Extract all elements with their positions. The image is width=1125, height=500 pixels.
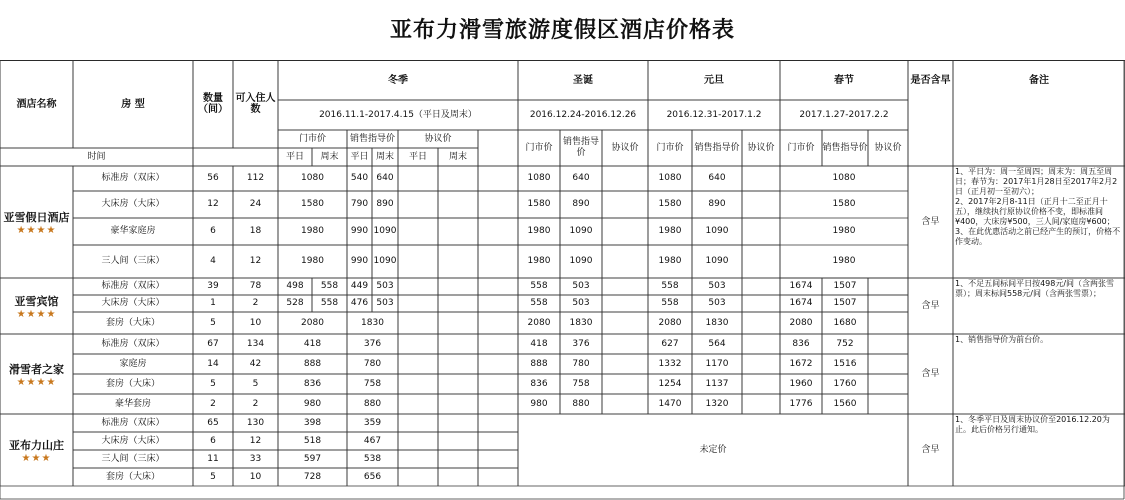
- spring-door: 1674: [789, 298, 813, 308]
- room-quantity: 6: [210, 226, 216, 236]
- room-type: 标准房（双床）: [101, 281, 165, 291]
- hotel-name: 亚雪宾馆: [14, 294, 59, 308]
- room-capacity: 130: [246, 417, 265, 428]
- spring-door: 1776: [789, 398, 813, 409]
- room-type: 标准房（双床）: [101, 173, 165, 183]
- star-rating-icon: ★★★★: [16, 308, 57, 320]
- new-year-dates: 2016.12.31-2017.1.2: [666, 109, 762, 120]
- new-year-sales: 503: [708, 298, 726, 308]
- room-type: 大床房（大床）: [101, 298, 165, 308]
- spring-price: 1980: [832, 256, 856, 266]
- room-quantity: 5: [210, 471, 216, 482]
- winter-sales-weekday: 476: [350, 298, 369, 308]
- winter-door-weekend: 558: [320, 298, 339, 308]
- christmas-door: 1080: [527, 173, 551, 183]
- room-quantity: 5: [210, 317, 216, 328]
- winter-door: 2080: [301, 317, 324, 328]
- header-capacity: 可入住人数: [235, 93, 276, 115]
- hotel-2: [0, 334, 73, 414]
- room-capacity: 78: [249, 281, 262, 291]
- winter-door-weekend: 558: [320, 281, 339, 291]
- spring-sales: 1560: [833, 398, 857, 409]
- new-year-door: 1254: [658, 378, 682, 389]
- room-capacity: 134: [246, 338, 265, 349]
- hotel-0: [0, 166, 73, 278]
- room-quantity: 39: [207, 281, 219, 291]
- christmas-door: 1580: [527, 199, 551, 209]
- new-year-door: 558: [661, 298, 679, 308]
- winter-sales: 376: [363, 338, 382, 349]
- spring-door: 1672: [789, 358, 813, 369]
- christmas-door: 558: [530, 281, 548, 291]
- spring-price: 1580: [832, 199, 856, 209]
- header-new-year: 元旦: [704, 74, 724, 86]
- remarks-cell: 1、冬季平日及周末协议价至2016.12.20为止。此后价格另行通知。: [955, 415, 1110, 434]
- room-type: 套房（大床）: [105, 317, 160, 328]
- christmas-door: 980: [530, 398, 548, 409]
- remarks-cell: 1、销售指导价为前台价。: [955, 335, 1049, 344]
- spring-sales: 1760: [833, 378, 857, 389]
- room-type: 大床房（大床）: [101, 435, 165, 446]
- christmas-door: 836: [530, 378, 548, 389]
- spring-sales: 1680: [833, 317, 857, 328]
- room-capacity: 18: [249, 226, 262, 236]
- new-year-door: 1332: [658, 358, 682, 369]
- winter-dates: 2016.11.1-2017.4.15（平日及周末）: [319, 109, 477, 120]
- hotel-3: [0, 414, 73, 486]
- winter-sales-weekday: 990: [350, 226, 369, 236]
- breakfast-cell: 含早: [921, 300, 940, 311]
- winter-sales-weekend: 1090: [373, 226, 397, 236]
- room-quantity: 14: [207, 358, 219, 369]
- header-hotel-name: 酒店名称: [16, 98, 57, 110]
- new-year-door: 1580: [658, 199, 682, 209]
- header-room-type: 房 型: [121, 98, 145, 110]
- room-quantity: 65: [207, 417, 219, 428]
- room-quantity: 5: [210, 378, 216, 389]
- new-year-door: 1980: [658, 256, 682, 266]
- christmas-sales: 758: [572, 378, 590, 389]
- new-year-sales: 1320: [705, 398, 729, 409]
- room-quantity: 11: [207, 453, 219, 464]
- christmas-sales: 503: [572, 298, 590, 308]
- christmas-sales: 1090: [569, 226, 593, 236]
- new-year-door: 2080: [658, 317, 682, 328]
- new-year-agreement-price-header: 协议价: [747, 142, 775, 153]
- star-rating-icon: ★★★★: [16, 376, 57, 388]
- christmas-sales: 890: [572, 199, 590, 209]
- winter-weekday-header: 平日: [285, 151, 304, 162]
- room-capacity: 10: [249, 471, 262, 482]
- christmas-sales: 780: [572, 358, 590, 369]
- spring-sales: 1516: [833, 358, 857, 369]
- new-year-sales: 1170: [705, 358, 729, 369]
- spring-sales: 1507: [833, 298, 857, 308]
- new-year-door: 1080: [658, 173, 682, 183]
- new-year-sales: 564: [708, 338, 726, 349]
- header-time: 时间: [87, 151, 106, 162]
- winter-door: 398: [303, 417, 322, 428]
- christmas-door: 2080: [527, 317, 551, 328]
- christmas-sales: 1830: [569, 317, 593, 328]
- room-type: 大床房（大床）: [101, 199, 165, 209]
- room-capacity: 42: [249, 358, 262, 369]
- winter-weekend-header: 周末: [448, 151, 467, 162]
- new-year-sales: 1090: [705, 226, 729, 236]
- winter-door: 597: [303, 453, 322, 464]
- hotel-name: 亚雪假日酒店: [3, 210, 70, 224]
- star-rating-icon: ★★★: [21, 452, 52, 464]
- new-year-sales: 1137: [705, 378, 729, 389]
- christmas-sales: 503: [572, 281, 590, 291]
- remarks-cell: 1、平日为：周一至周四；周末为：周五至周日；春节为：2017年1月28日至2017年2月2日（正月初一至初六）； 2、2017年2月8-11日（正月十二至正月十五），继续执行原协议价格不变，即标准间¥400，大床房¥500，三人间/家庭房¥600； 3、在此优惠活动之前已经产生的预订，价格不作变动。: [955, 167, 1121, 246]
- room-quantity: 6: [210, 435, 216, 446]
- new-year-sales: 890: [708, 199, 726, 209]
- winter-door: 980: [303, 398, 322, 409]
- christmas-door: 1980: [527, 226, 551, 236]
- spring-door: 1960: [789, 378, 813, 389]
- winter-agreement-price-header: 协议价: [424, 133, 452, 144]
- room-type: 套房（大床）: [105, 378, 160, 389]
- room-quantity: 12: [207, 199, 219, 209]
- room-quantity: 1: [210, 298, 216, 308]
- christmas-dates: 2016.12.24-2016.12.26: [529, 109, 637, 120]
- winter-door: 1980: [301, 256, 324, 266]
- room-capacity: 12: [249, 435, 262, 446]
- winter-sales: 758: [363, 378, 382, 389]
- header-remarks: 备注: [1029, 74, 1049, 86]
- room-capacity: 2: [252, 298, 259, 308]
- spring-price: 1980: [832, 226, 856, 236]
- winter-sales: 359: [363, 417, 382, 428]
- christmas-agreement-price-header: 协议价: [611, 142, 639, 153]
- header-christmas: 圣诞: [573, 74, 593, 86]
- room-type: 家庭房: [119, 358, 147, 369]
- breakfast-cell: 含早: [921, 368, 940, 379]
- winter-sales-price-header: 销售指导价: [349, 133, 395, 144]
- winter-sales: 656: [363, 471, 382, 482]
- room-capacity: 24: [249, 199, 262, 209]
- spring-door-price-header: 门市价: [787, 142, 815, 153]
- winter-door: 1580: [301, 199, 324, 209]
- winter-door: 518: [303, 435, 322, 446]
- page-title: 亚布力滑雪旅游度假区酒店价格表: [389, 17, 735, 43]
- christmas-sales: 1090: [569, 256, 593, 266]
- room-capacity: 12: [249, 256, 262, 266]
- christmas-sales: 376: [572, 338, 590, 349]
- winter-sales-weekend: 1090: [373, 256, 397, 266]
- christmas-door: 418: [530, 338, 548, 349]
- new-year-sales: 503: [708, 281, 726, 291]
- room-capacity: 33: [249, 453, 262, 464]
- spring-dates: 2017.1.27-2017.2.2: [799, 109, 889, 120]
- winter-weekend-header: 周末: [375, 151, 394, 162]
- new-year-sales-price-header: 销售指导价: [694, 142, 740, 153]
- room-capacity: 112: [246, 173, 265, 183]
- hotel-name: 滑雪者之家: [9, 362, 64, 376]
- room-capacity: 5: [252, 378, 259, 389]
- winter-sales: 780: [363, 358, 382, 369]
- winter-sales: 538: [363, 453, 382, 464]
- winter-sales: 880: [363, 398, 382, 409]
- header-breakfast: 是否含早: [910, 74, 951, 86]
- spring-sales: 752: [836, 338, 854, 349]
- winter-door-weekday: 498: [286, 281, 304, 291]
- new-year-door: 558: [661, 281, 679, 291]
- header-quantity: 数量（间）: [198, 93, 228, 115]
- room-capacity: 2: [252, 398, 259, 409]
- room-type: 标准房（双床）: [101, 338, 165, 349]
- spring-door: 2080: [789, 317, 813, 328]
- room-quantity: 2: [210, 398, 216, 409]
- christmas-sales: 880: [572, 398, 590, 409]
- new-year-door: 1470: [658, 398, 682, 409]
- star-rating-icon: ★★★★: [16, 224, 57, 236]
- christmas-door: 1980: [527, 256, 551, 266]
- spring-agreement-price-header: 协议价: [874, 142, 902, 153]
- winter-sales-weekend: 640: [376, 173, 394, 183]
- winter-door: 836: [303, 378, 322, 389]
- room-type: 套房（大床）: [105, 471, 160, 482]
- spring-door: 1674: [789, 281, 813, 291]
- spring-sales-price-header: 销售指导价: [822, 142, 868, 153]
- winter-sales-weekday: 790: [350, 199, 369, 209]
- room-quantity: 67: [207, 338, 219, 349]
- price-table: [0, 60, 1125, 500]
- hotel-name: 亚布力山庄: [9, 438, 64, 452]
- header-spring: 春节: [834, 74, 854, 86]
- winter-sales-weekend: 503: [376, 298, 394, 308]
- winter-sales-weekday: 449: [350, 281, 369, 291]
- winter-door: 728: [303, 471, 322, 482]
- room-capacity: 10: [249, 317, 262, 328]
- christmas-door-price-header: 门市价: [525, 142, 553, 153]
- winter-door-price-header: 门市价: [298, 133, 326, 144]
- new-year-sales: 1830: [705, 317, 729, 328]
- new-year-door: 1980: [658, 226, 682, 236]
- winter-door: 418: [303, 338, 322, 349]
- spring-price: 1080: [832, 173, 856, 183]
- header-winter: 冬季: [388, 74, 408, 86]
- hotel-1: [0, 278, 73, 334]
- winter-weekday-header: 平日: [408, 151, 427, 162]
- room-quantity: 4: [210, 256, 216, 266]
- winter-door: 888: [303, 358, 322, 369]
- winter-weekend-header: 周末: [320, 151, 339, 162]
- christmas-door: 558: [530, 298, 548, 308]
- room-quantity: 56: [207, 173, 219, 183]
- winter-sales-weekday: 540: [350, 173, 369, 183]
- new-year-door-price-header: 门市价: [656, 142, 684, 153]
- winter-sales: 467: [363, 435, 382, 446]
- winter-sales: 1830: [361, 317, 384, 328]
- unpriced-cell: 未定价: [699, 444, 727, 455]
- spring-door: 836: [792, 338, 810, 349]
- spring-sales: 1507: [833, 281, 857, 291]
- room-type: 豪华家庭房: [110, 226, 156, 236]
- christmas-sales-price-header: 销售指导价: [562, 137, 599, 158]
- christmas-door: 888: [530, 358, 548, 369]
- winter-sales-weekend: 503: [376, 281, 394, 291]
- room-type: 豪华套房: [114, 398, 151, 409]
- christmas-sales: 640: [572, 173, 590, 183]
- new-year-door: 627: [661, 338, 679, 349]
- room-type: 标准房（双床）: [101, 417, 165, 428]
- room-type: 三人间（三床）: [101, 453, 165, 464]
- new-year-sales: 640: [708, 173, 726, 183]
- new-year-sales: 1090: [705, 256, 729, 266]
- winter-door: 1080: [301, 173, 324, 183]
- breakfast-cell: 含早: [921, 444, 940, 455]
- winter-sales-weekday: 990: [350, 256, 369, 266]
- room-type: 三人间（三床）: [101, 256, 165, 266]
- breakfast-cell: 含早: [921, 216, 940, 227]
- winter-door-weekday: 528: [286, 298, 304, 308]
- remarks-cell: 1、不足五间标间平日按498元/间（含两张雪票）；周末标间558元/间（含两张雪票）；: [955, 279, 1115, 298]
- winter-sales-weekend: 890: [376, 199, 394, 209]
- winter-weekday-header: 平日: [350, 151, 369, 162]
- winter-door: 1980: [301, 226, 324, 236]
